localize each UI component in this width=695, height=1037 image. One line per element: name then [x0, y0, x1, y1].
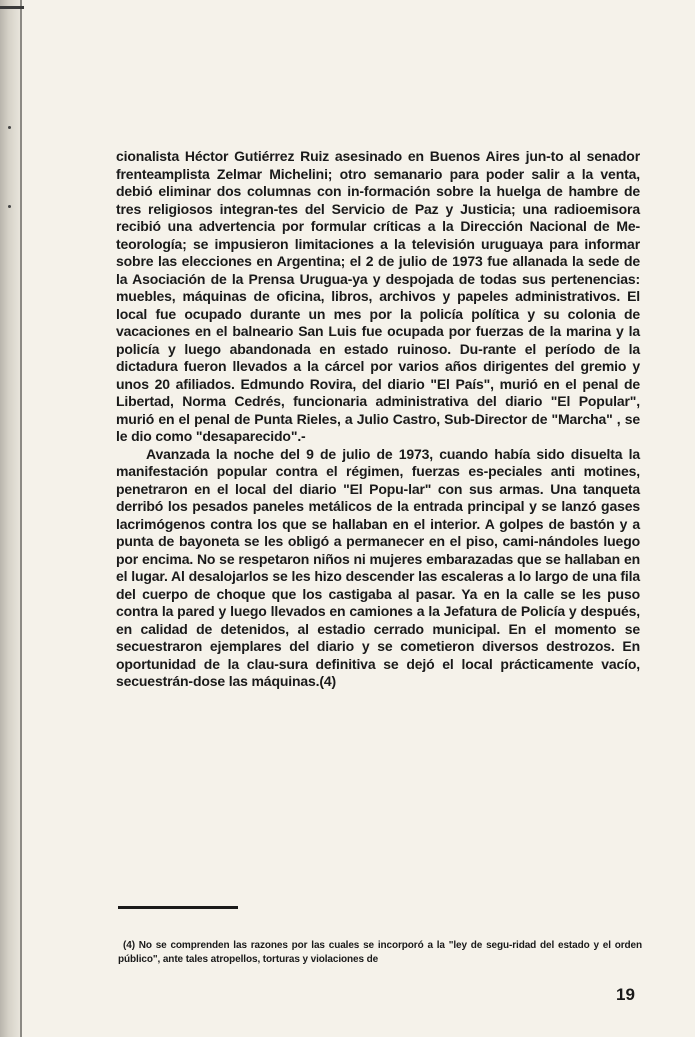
footnote-text: (4) No se comprenden las razones por las cuales se incorporó a la "ley de segu-ridad del estado y el orden público", ante tales atropellos, torturas y violaciones de [118, 940, 642, 965]
paragraph-2: Avanzada la noche del 9 de julio de 1973, cuando había sido disuelta la manifestación popular contra el régimen, fuerzas es-peciales anti motines, penetraron en el local del diario "El Popu-lar" con sus armas. Una tanqueta derribó los pesados paneles metálicos de la entrada principal y se lanzó gases lacrimógenos contra los que se hallaban en el interior. A golpes de bastón y a punta de bayoneta se les obligó a permanecer en el piso, cami-nándoles luego por encima. No se respetaron niños ni mujeres embarazadas que se hallaban en el lugar. Al desalojarlos se les hizo descender las escaleras a lo largo de una fila del cuerpo de choque que los castigaba al pasar. Ya en la calle se les puso contra la pared y luego llevados en camiones a la Jefatura de Policía y después, en calidad de detenidos, al estadio cerrado municipal. En el momento se secuestraron ejemplares del diario y se cometieron diversos destrozos. En oportunidad de la clau-sura definitiva se dejó el local prácticamente vacío, secuestrán-dose las máquinas.(4) [116, 445, 640, 689]
binding-line [20, 0, 22, 1037]
body-text [116, 148, 640, 691]
paragraph-1: cionalista Héctor Gutiérrez Ruiz asesinado en Buenos Aires jun-to al senador frenteamplista Zelmar Michelini; otro semanario para poder salir a la venta, debió eliminar dos columnas con in-formación sobre la huelga de hambre de tres religiosos integran-tes del Servicio de Paz y Justicia; una radioemisora recibió una advertencia por formular críticas a la Dirección Nacional de Me-teorología; se impusieron limitaciones a la televisión uruguaya para informar sobre las elecciones en Argentina; el 2 de julio de 1973 fue allanada la sede de la Asociación de la Prensa Urugua-ya y despojada de todas sus pertenencias: muebles, máquinas de oficina, libros, archivos y papeles administrativos. El local fue ocupado durante un mes por la policía política y su colonia de vacaciones en el balneario San Luis fue ocupada por fuerzas de la marina y la policía y luego abandonada en estado ruinoso. Du-rante el período de la dictadura fueron llevados a la cárcel por varios años dirigentes del gremio y unos 20 afiliados. Edmundo Rovira, del diario "El País", murió en el penal de Libertad, Norma Cedrés, funcionaria administrativa del diario "El Popular", murió en el penal de Punta Rieles, a Julio Castro, Sub-Director de "Marcha" , se le dio como "desaparecido".- [116, 148, 640, 444]
page-binding-edge [0, 0, 22, 1037]
margin-dot [8, 126, 11, 129]
page-number: 19 [616, 985, 635, 1004]
footnote [118, 939, 642, 967]
corner-mark [0, 6, 24, 9]
footnote-rule [118, 906, 238, 909]
margin-dot [8, 205, 11, 208]
